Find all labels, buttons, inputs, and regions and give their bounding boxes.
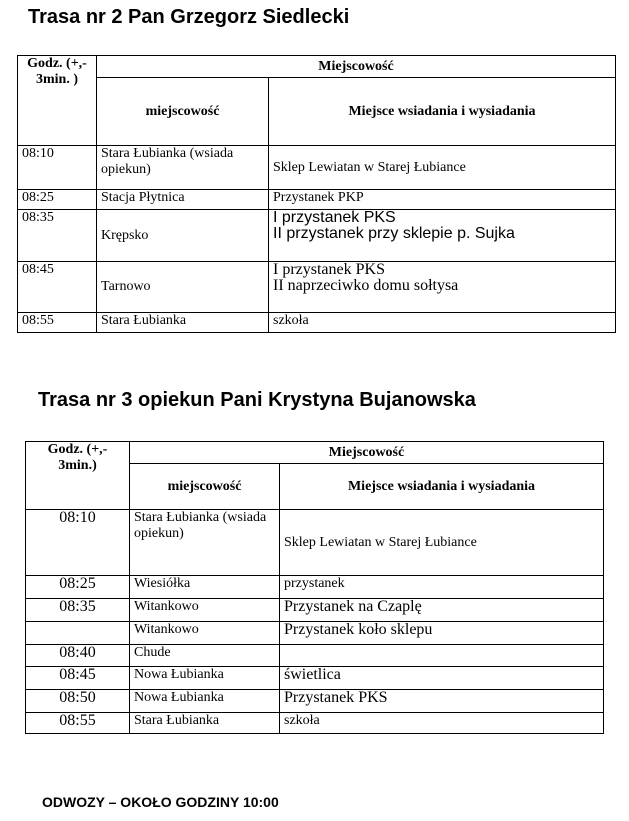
table-row xyxy=(26,599,604,622)
place-group-header: Miejscowość xyxy=(97,56,616,78)
stop-cell: Sklep Lewiatan w Starej Łubiance xyxy=(280,510,604,576)
table-row xyxy=(18,313,616,333)
time-header: Godz. (+,- 3min.) xyxy=(26,442,130,510)
route3-table xyxy=(25,441,604,734)
place-cell: Chude xyxy=(130,645,280,667)
place-header: miejscowość xyxy=(130,464,280,510)
stop-cell xyxy=(269,210,616,262)
table-row xyxy=(26,645,604,667)
table-row xyxy=(18,146,616,190)
stop-line-1: I przystanek PKS xyxy=(273,209,396,226)
stop-line-2: II naprzeciwko domu sołtysa xyxy=(273,277,459,294)
stop-header: Miejsce wsiadania i wysiadania xyxy=(269,78,616,146)
time-cell: 08:25 xyxy=(26,576,130,599)
stop-line-1: I przystanek PKS xyxy=(273,261,385,278)
stop-header: Miejsce wsiadania i wysiadania xyxy=(280,464,604,510)
place-cell: Stara Łubianka xyxy=(97,313,269,333)
table-row xyxy=(26,667,604,690)
stop-cell: Sklep Lewiatan w Starej Łubiance xyxy=(269,146,616,190)
time-cell: 08:10 xyxy=(26,510,130,576)
route3-title: Trasa nr 3 opiekun Pani Krystyna Bujanowska xyxy=(38,389,476,411)
time-cell: 08:25 xyxy=(18,190,97,210)
stop-cell: Przystanek na Czaplę xyxy=(280,599,604,622)
stop-cell: Przystanek PKS xyxy=(280,690,604,713)
place-cell: Nowa Łubianka xyxy=(130,667,280,690)
place-group-header: Miejscowość xyxy=(130,442,604,464)
place-cell: Krępsko xyxy=(97,210,269,262)
return-trips-note: ODWOZY – OKOŁO GODZINY 10:00 xyxy=(42,794,279,810)
place-cell: Stara Łubianka xyxy=(130,713,280,734)
table-row xyxy=(26,510,604,576)
stop-line-2: II przystanek przy sklepie p. Sujka xyxy=(273,225,515,242)
route2-table xyxy=(17,55,616,333)
stop-cell: Przystanek PKP xyxy=(269,190,616,210)
place-cell: Stacja Płytnica xyxy=(97,190,269,210)
time-cell: 08:45 xyxy=(26,667,130,690)
stop-cell: Przystanek koło sklepu xyxy=(280,622,604,645)
stop-cell: przystanek xyxy=(280,576,604,599)
place-cell: Wiesiółka xyxy=(130,576,280,599)
time-cell: 08:10 xyxy=(18,146,97,190)
place-cell: Stara Łubianka (wsiada opiekun) xyxy=(97,146,269,190)
time-cell: 08:45 xyxy=(18,262,97,313)
stop-cell: świetlica xyxy=(280,667,604,690)
time-cell: 08:55 xyxy=(18,313,97,333)
time-cell: 08:35 xyxy=(18,210,97,262)
time-cell: 08:35 xyxy=(26,599,130,622)
route2-title: Trasa nr 2 Pan Grzegorz Siedlecki xyxy=(28,6,350,28)
time-cell xyxy=(26,622,130,645)
table-row xyxy=(18,262,616,313)
time-cell: 08:55 xyxy=(26,713,130,734)
table-row xyxy=(26,622,604,645)
time-cell: 08:40 xyxy=(26,645,130,667)
table-row xyxy=(18,210,616,262)
stop-cell xyxy=(269,262,616,313)
place-cell: Witankowo xyxy=(130,599,280,622)
table-row xyxy=(26,576,604,599)
place-cell: Nowa Łubianka xyxy=(130,690,280,713)
table-row xyxy=(26,690,604,713)
time-header: Godz. (+,- 3min. ) xyxy=(18,56,97,146)
table-row xyxy=(26,713,604,734)
stop-cell: szkoła xyxy=(269,313,616,333)
place-cell: Stara Łubianka (wsiada opiekun) xyxy=(130,510,280,576)
stop-cell xyxy=(280,645,604,667)
time-cell: 08:50 xyxy=(26,690,130,713)
stop-cell: szkoła xyxy=(280,713,604,734)
place-cell: Witankowo xyxy=(130,622,280,645)
place-cell: Tarnowo xyxy=(97,262,269,313)
place-header: miejscowość xyxy=(97,78,269,146)
table-row xyxy=(18,190,616,210)
